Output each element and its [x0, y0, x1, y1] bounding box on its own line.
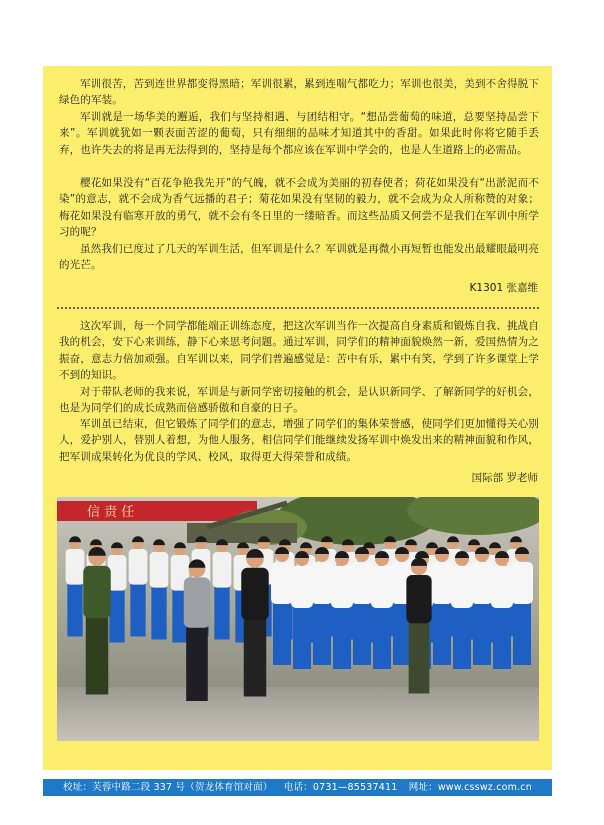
- article1-signature: K1301 张嘉维: [469, 282, 538, 294]
- person-figure: [406, 558, 431, 694]
- person-figure: [241, 549, 269, 697]
- person-figure: [351, 547, 373, 665]
- person-figure: [451, 551, 473, 669]
- person-figure: [150, 539, 169, 639]
- footer-phone: 电话：0731—85537411: [283, 782, 398, 793]
- section-divider: [57, 307, 539, 309]
- article2-paragraph: 这次军训，每一个同学都能端正训练态度，把这次军训当作一次提高自身素质和锻炼自我、挑战自我的机会，安下心来训练，静下心来思考问题。通过军训，同学们的精神面貌焕然一新，爱国热情为之振奋，意志力倍加顽强。自军训以来，同学们普遍感觉是：苦中有乐，累中有笑，学到了许多课堂上学不到的知识。: [59, 320, 539, 382]
- article1-paragraph: 军训很苦，苦到连世界都变得黑暗；军训很累，累到连喘气都吃力；军训也很美，美到不舍得脱下绿色的军装。: [59, 78, 539, 107]
- article1-paragraph: 虽然我们已度过了几天的军训生活，但军训是什么？军训就是再微小再短暂也能发出最耀眼最明亮的光芒。: [59, 243, 539, 272]
- person-figure: [491, 551, 513, 669]
- person-figure: [66, 536, 85, 636]
- person-figure: [371, 551, 393, 669]
- person-figure: [431, 547, 453, 665]
- person-figure: [511, 547, 533, 665]
- footer-website[interactable]: 网址：www.csswz.com.cn: [408, 782, 532, 793]
- person-figure: [471, 547, 493, 665]
- person-figure: [184, 559, 210, 701]
- person-figure: [311, 547, 333, 665]
- banner-text: 信 责 任: [87, 505, 135, 520]
- person-figure: [291, 551, 313, 669]
- person-figure: [213, 539, 232, 639]
- article2-signature: 国际部 罗老师: [471, 472, 538, 484]
- article2-paragraph: 军训虽已结束，但它锻炼了同学们的意志，增强了同学们的集体荣誉感，使同学们更加懂得关心别人，爱护别人，替别人着想，为他人服务，相信同学们能继续发扬军训中焕发出来的精神面貌和作风，把军训成果转化为优良的学风、校风，取得更大得荣誉和成绩。: [59, 418, 539, 463]
- person-figure: [331, 551, 353, 669]
- person-figure: [129, 536, 148, 636]
- military-training-photo: [57, 497, 539, 741]
- article1-paragraph: 军训就是一场华美的邂逅，我们与坚持相遇、与团结相守。“想品尝葡萄的味道，总要坚持品尝下来”。军训就犹如一颗表面苦涩的葡萄，只有细细的品味才知道其中的香甜。如果此时你将它随手丢弃，也许失去的将是再无法得到的，坚持是每个都应该在军训中学会的，也是人生道路上的必需品。: [59, 111, 539, 156]
- article2-paragraph: 对于带队老师的我来说，军训是与新同学密切接触的机会，是认识新同学、了解新同学的好机会，也是为同学们的成长成熟而倍感骄傲和自豪的日子。: [59, 386, 539, 415]
- article1-paragraph: 樱花如果没有“百花争艳我先开”的气魄，就不会成为美丽的初春使者；荷花如果没有“出淤泥而不染”的意志，就不会成为香气远播的君子；菊花如果没有坚韧的毅力，就不会成为众人所称赞的对象；梅花如果没有临寒开放的勇气，就不会有冬日里的一缕暗香。而这些品质又何尝不是我们在军训中所学习的呢？: [59, 177, 539, 239]
- person-figure: [83, 547, 111, 695]
- footer-address: 校址：芙蓉中路二段 337 号（贺龙体育馆对面）: [63, 782, 273, 793]
- footer-bar: [43, 779, 552, 796]
- person-figure: [271, 547, 293, 665]
